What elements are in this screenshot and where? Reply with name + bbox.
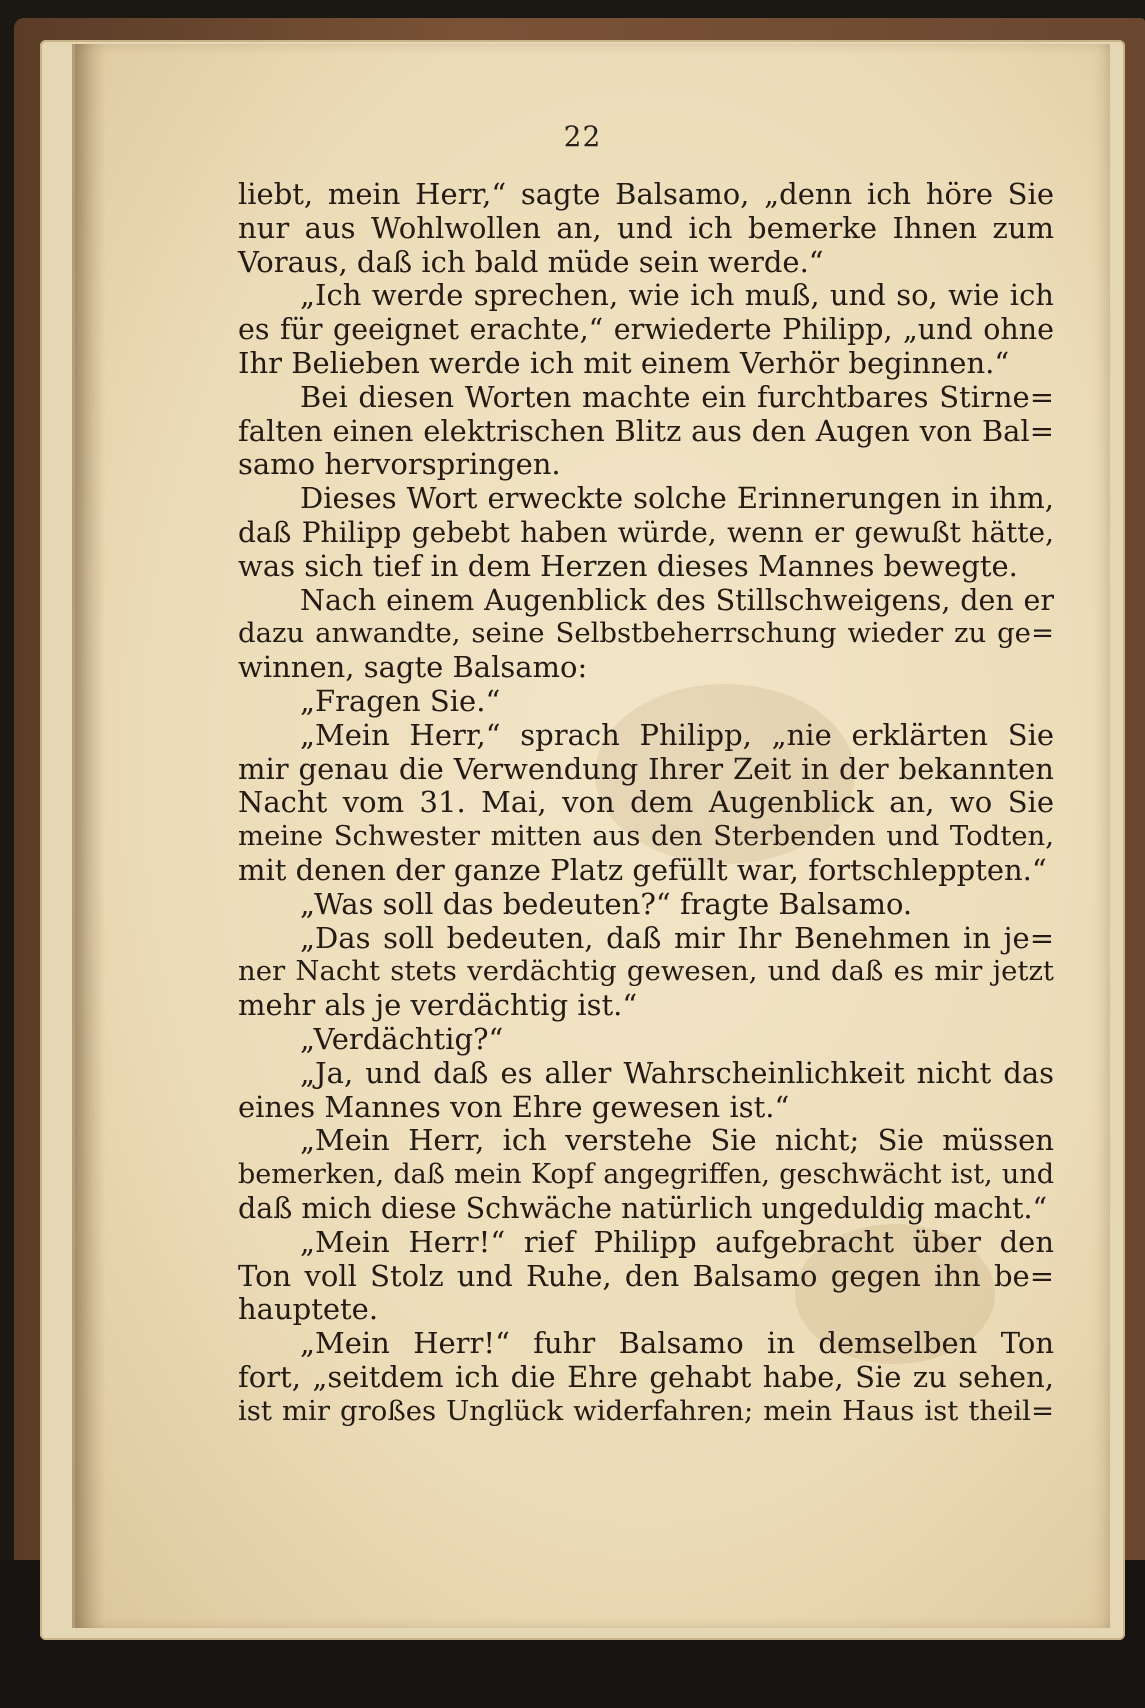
text-line: eines Mannes von Ehre gewesen ist.“ xyxy=(238,1089,790,1124)
text-line: Nach einem Augenblick des Stillschweigens, den er xyxy=(300,583,1054,617)
text-line: „Was soll das bedeuten?“ fragte Balsamo. xyxy=(300,886,913,921)
page-number: 22 xyxy=(563,120,602,153)
text-line: „Mein Herr!“ rief Philipp aufgebracht über den xyxy=(300,1224,1054,1259)
text-line: winnen, sagte Balsamo: xyxy=(238,650,588,685)
text-line: Ihr Belieben werde ich mit einem Verhör beginnen.“ xyxy=(238,345,1010,380)
text-line: dazu anwandte, seine Selbstbeherrschung wieder zu ge= xyxy=(238,617,1054,650)
text-line: nur aus Wohlwollen an, und ich bemerke Ihnen zum xyxy=(238,210,1054,245)
text-line: es für geeignet erachte,“ erwiederte Philipp, „und ohne xyxy=(238,313,1054,347)
text-line: meine Schwester mitten aus den Sterbenden und Todten, xyxy=(238,820,1054,853)
text-line: bemerken, daß mein Kopf angegriffen, geschwächt ist, und xyxy=(238,1159,1054,1191)
text-line: Bei diesen Worten machte ein furchtbares Stirne= xyxy=(300,379,1054,414)
text-line: ner Nacht stets verdächtig gewesen, und daß es mir jetzt xyxy=(238,955,1054,988)
text-line: Nacht vom 31. Mai, von dem Augenblick an, wo Sie xyxy=(238,785,1054,820)
text-line: Ton voll Stolz und Ruhe, den Balsamo gegen ihn be= xyxy=(238,1258,1054,1293)
page-gutter xyxy=(72,44,106,1628)
text-line: Voraus, daß ich bald müde sein werde.“ xyxy=(238,244,824,279)
text-line: „Das soll bedeuten, daß mir Ihr Benehmen in je= xyxy=(300,920,1054,955)
text-line: „Verdächtig?“ xyxy=(300,1021,504,1056)
text-line: hauptete. xyxy=(238,1292,379,1327)
text-line: mehr als je verdächtig ist.“ xyxy=(238,988,638,1023)
text-line: „Ich werde sprechen, wie ich muß, und so, wie ich xyxy=(300,278,1054,313)
text-line: „Mein Herr,“ sprach Philipp, „nie erklärten Sie xyxy=(300,717,1054,752)
text-line: „Fragen Sie.“ xyxy=(300,683,501,718)
text-line: „Ja, und daß es aller Wahrscheinlichkeit nicht das xyxy=(300,1055,1054,1090)
text-line: daß mich diese Schwäche natürlich ungeduldig macht.“ xyxy=(238,1191,1048,1225)
text-line: ist mir großes Unglück widerfahren; mein Haus ist theil= xyxy=(238,1394,1054,1427)
text-line: „Mein Herr, ich verstehe Sie nicht; Sie müssen xyxy=(300,1123,1054,1158)
text-line: „Mein Herr!“ fuhr Balsamo in demselben Ton xyxy=(300,1326,1054,1361)
text-line: mit denen der ganze Platz gefüllt war, fortschleppten.“ xyxy=(238,852,1047,887)
text-line: falten einen elektrischen Blitz aus den Augen von Bal= xyxy=(238,413,1054,448)
text-line: liebt, mein Herr,“ sagte Balsamo, „denn ich höre Sie xyxy=(238,177,1054,211)
text-line: daß Philipp gebebt haben würde, wenn er gewußt hätte, xyxy=(238,515,1054,549)
text-line: was sich tief in dem Herzen dieses Mannes bewegte. xyxy=(238,548,1018,583)
text-line: samo hervorspringen. xyxy=(238,447,561,482)
text-line: Dieses Wort erweckte solche Erinnerungen in ihm, xyxy=(300,481,1054,516)
text-line: mir genau die Verwendung Ihrer Zeit in der bekannten xyxy=(238,751,1054,786)
body-text xyxy=(238,178,1054,1428)
text-line: fort, „seitdem ich die Ehre gehabt habe, Sie zu sehen, xyxy=(238,1359,1054,1394)
